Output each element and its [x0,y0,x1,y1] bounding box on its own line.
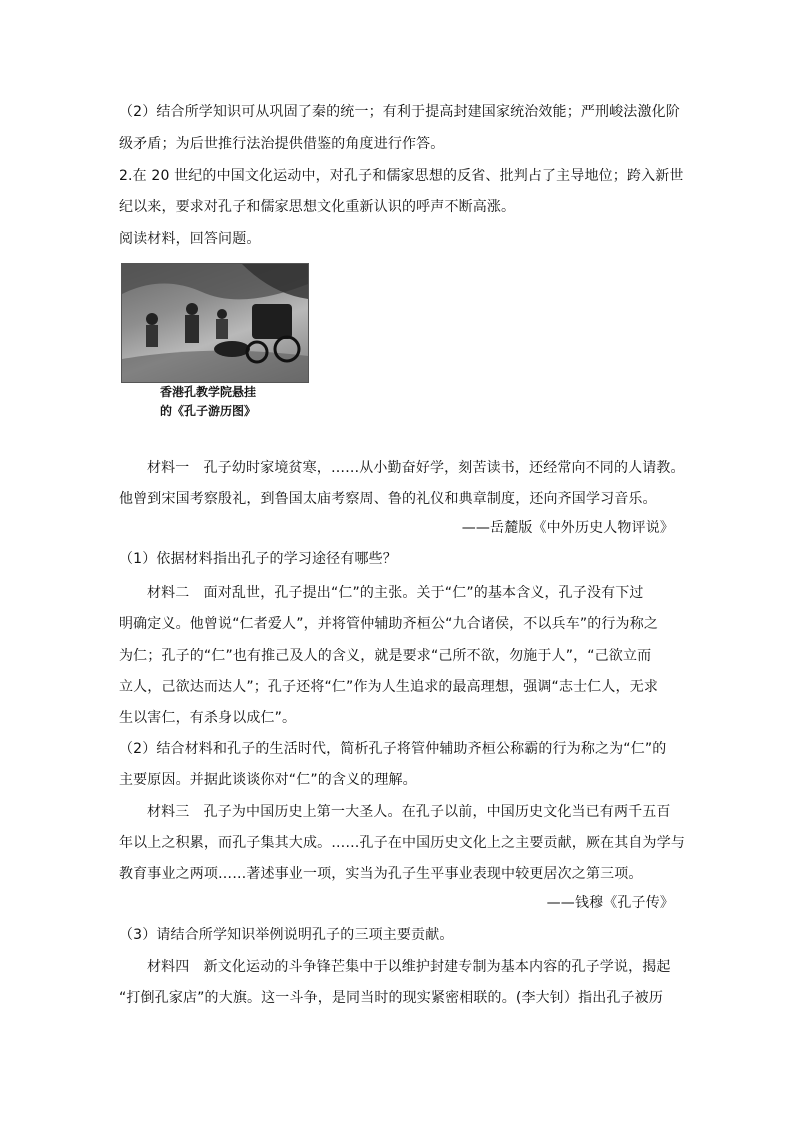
question-2-line-2: 主要原因。并据此谈谈你对“仁”的含义的理解。 [119,772,417,788]
material-3-source: ——钱穆《孔子传》 [546,895,674,911]
material-1-line-1: 材料一 孔子幼时家境贫寒，……从小勤奋好学，刻苦读书，还经常向不同的人请教。 [147,460,685,476]
figure-caption-line-2: 的《孔子游历图》 [160,404,257,418]
material-2-line-4: 立人，己欲达而达人”；孔子还将“仁”作为人生追求的最高理想，强调“志士仁人，无求 [119,679,659,695]
material-4-line-2: “打倒孔家店”的大旗。这一斗争，是同当时的现实紧密相联的。(李大钊）指出孔子被历 [119,990,663,1006]
figure-caption-line-1: 香港孔教学院悬挂 [160,385,257,399]
answer-2-line-2: 级矛盾；为后世推行法治提供借鉴的角度进行作答。 [119,136,445,152]
question-3: （3）请结合所学知识举例说明孔子的三项主要贡献。 [119,927,454,943]
reading-instruction: 阅读材料，回答问题。 [119,231,261,247]
answer-2-line-1: （2）结合所学知识可从巩固了秦的统一；有利于提高封建国家统治效能；严刑峻法激化阶 [119,104,680,120]
material-3-line-2: 年以上之积累，而孔子集其大成。……孔子在中国历史文化上之主要贡献，厥在其自为学与 [119,835,685,851]
question-1: （1）依据材料指出孔子的学习途径有哪些？ [119,551,397,567]
material-3-line-3: 教育事业之两项……著述事业一项，实当为孔子生平事业表现中较更居次之第三项。 [119,866,643,882]
confucius-travel-painting [121,263,309,383]
material-2-line-1: 材料二 面对乱世，孔子提出“仁”的主张。关于“仁”的基本含义，孔子没有下过 [147,585,644,601]
question-2-intro-line-1: 2.在 20 世纪的中国文化运动中，对孔子和儒家思想的反省、批判占了主导地位；跨入新世 [119,168,684,184]
material-2-line-3: 为仁；孔子的“仁”也有推己及人的含义，就是要求“己所不欲，勿施于人”，“己欲立而 [119,648,652,664]
material-2-line-2: 明确定义。他曾说“仁者爱人”，并将管仲辅助齐桓公“九合诸侯，不以兵车”的行为称之 [119,616,659,632]
material-2-line-5: 生以害仁，有杀身以成仁”。 [119,710,297,726]
question-2-intro-line-2: 纪以来，要求对孔子和儒家思想文化重新认识的呼声不断高涨。 [119,199,516,215]
material-1-line-2: 他曾到宋国考察殷礼，到鲁国太庙考察周、鲁的礼仪和典章制度，还向齐国学习音乐。 [119,491,657,507]
material-4-line-1: 材料四 新文化运动的斗争锋芒集中于以维护封建专制为基本内容的孔子学说，揭起 [147,959,671,975]
material-3-line-1: 材料三 孔子为中国历史上第一大圣人。在孔子以前，中国历史文化当已有两千五百 [147,804,671,820]
question-2-line-1: （2）结合材料和孔子的生活时代，简析孔子将管仲辅助齐桓公称霸的行为称之为“仁”的 [119,741,667,757]
material-1-source: ——岳麓版《中外历史人物评说》 [461,520,674,536]
